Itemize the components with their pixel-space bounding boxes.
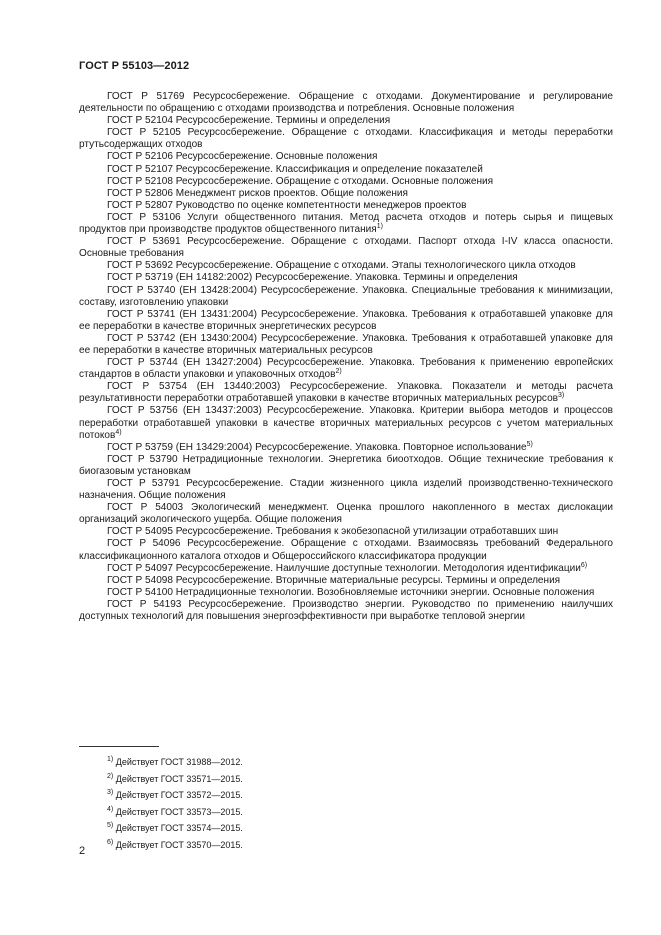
reference-text: ГОСТ Р 54193 Ресурсосбережение. Производство энергии. Руководство по применению наилучших доступных технологий для повышения энергоэффективности при выработке тепловой энергии (79, 598, 613, 623)
reference-item (79, 333, 613, 357)
footnote-text: Действует ГОСТ 33572—2015. (115, 790, 243, 801)
footnote (107, 754, 243, 771)
reference-item (79, 151, 613, 163)
footnote-mark: 5) (107, 822, 114, 830)
reference-item (79, 357, 613, 381)
document-title: ГОСТ Р 55103—2012 (79, 60, 190, 72)
reference-text: ГОСТ Р 53742 (ЕН 13430:2004) Ресурсосбережение. Упаковка. Требования к отработавшей упаковке для ее переработки в качестве вторичных материальных ресурсов (79, 332, 613, 356)
reference-text: ГОСТ Р 52807 Руководство по оценке компетентности менеджеров проектов (107, 199, 467, 211)
footnote-mark: 5) (526, 440, 533, 448)
reference-item (79, 212, 613, 236)
normative-references-list (79, 91, 613, 623)
reference-text: ГОСТ Р 53106 Услуги общественного питания. Метод расчета отходов и потерь сырья и пищевых продуктов при производстве продуктов общественного питания (79, 211, 613, 236)
reference-text: ГОСТ Р 52105 Ресурсосбережение. Обращение с отходами. Классификация и методы переработки ртутьсодержащих отходов (79, 127, 613, 151)
reference-text: ГОСТ Р 52104 Ресурсосбережение. Термины и определения (107, 115, 391, 127)
footnotes-list (107, 754, 243, 854)
footnote-mark: 1) (376, 223, 383, 231)
footnote-mark: 2) (335, 368, 342, 376)
reference-item (79, 200, 613, 212)
reference-item (79, 502, 613, 526)
reference-item (79, 454, 613, 478)
footnote (107, 787, 243, 804)
reference-text: ГОСТ Р 53741 (ЕН 13431:2004) Ресурсосбережение. Упаковка. Требования к отработавшей упаковке для ее переработки в качестве вторичных энергетических ресурсов (79, 308, 613, 332)
footnote-mark: 3) (558, 392, 565, 400)
reference-item (79, 405, 613, 441)
reference-text: ГОСТ Р 53744 (ЕН 13427:2004) Ресурсосбережение. Упаковка. Требования к применению европейских стандартов в области упаковки и упаковочных отходов (79, 357, 613, 381)
reference-item (79, 188, 613, 200)
reference-text: ГОСТ Р 53790 Нетрадиционные технологии. Энергетика биоотходов. Общие технические требования к биогазовым установкам (79, 453, 613, 477)
reference-text: ГОСТ Р 54003 Экологический менеджмент. Оценка прошлого накопленного в местах дислокации организаций экологического ущерба. Общие положения (79, 502, 613, 526)
reference-text: ГОСТ Р 52107 Ресурсосбережение. Классификация и определение показателей (107, 163, 483, 175)
reference-item (79, 115, 613, 127)
footnote-text: Действует ГОСТ 33571—2015. (115, 773, 243, 784)
reference-item (79, 260, 613, 272)
footnote-mark: 6) (107, 838, 114, 846)
reference-text: ГОСТ Р 52108 Ресурсосбережение. Обращение с отходами. Основные положения (107, 175, 494, 187)
reference-item (79, 478, 613, 502)
footnote-mark: 1) (107, 756, 114, 763)
reference-text: ГОСТ Р 51769 Ресурсосбережение. Обращение с отходами. Документирование и регулирование деятельности по обращению с отходами производства и потребления. Основные положения (79, 91, 613, 115)
reference-item (79, 563, 613, 575)
footnote-mark: 2) (107, 772, 114, 780)
footnote-text: Действует ГОСТ 33573—2015. (115, 806, 243, 817)
reference-text: ГОСТ Р 53791 Ресурсосбережение. Стадии жизненного цикла изделий производственно-технического назначения. Общие положения (79, 478, 613, 502)
reference-item (79, 575, 613, 587)
reference-item (79, 91, 613, 115)
reference-item (79, 236, 613, 260)
reference-item (79, 309, 613, 333)
reference-text: ГОСТ Р 54097 Ресурсосбережение. Наилучшие доступные технологии. Методология идентификации (107, 562, 581, 574)
reference-text: ГОСТ Р 53691 Ресурсосбережение. Обращение с отходами. Паспорт отхода I-IV класса опасности. Основные требования (79, 236, 613, 260)
footnote (107, 804, 243, 821)
footnote-text: Действует ГОСТ 31988—2012. (115, 757, 243, 767)
reference-text: ГОСТ Р 53740 (ЕН 13428:2004) Ресурсосбережение. Упаковка. Специальные требования к минимизации, составу, изготовлению упаковки (79, 284, 613, 308)
reference-item (79, 272, 613, 284)
reference-text: ГОСТ Р 54098 Ресурсосбережение. Вторичные материальные ресурсы. Термины и определения (107, 574, 561, 586)
footnote (107, 837, 243, 854)
reference-text: ГОСТ Р 52106 Ресурсосбережение. Основные положения (107, 151, 378, 163)
reference-item (79, 526, 613, 538)
footnote (107, 820, 243, 837)
footnote-text: Действует ГОСТ 33570—2015. (115, 839, 243, 850)
reference-item (79, 164, 613, 176)
reference-item (79, 285, 613, 309)
reference-text: ГОСТ Р 53756 (ЕН 13437:2003) Ресурсосбережение. Упаковка. Критерии выбора методов и процессов переработки отработавшей упаковки в качестве вторичных материальных ресурсов с учетом материальных потоков (79, 405, 613, 441)
reference-item (79, 381, 613, 405)
reference-text: ГОСТ Р 53719 (ЕН 14182:2002) Ресурсосбережение. Упаковка. Термины и определения (107, 272, 518, 284)
footnote-mark: 6) (580, 561, 588, 569)
reference-item (79, 538, 613, 562)
footnote-mark: 4) (107, 805, 114, 813)
reference-item (79, 127, 613, 151)
page-number: 2 (79, 845, 86, 857)
reference-text: ГОСТ Р 53692 Ресурсосбережение. Обращение с отходами. Этапы технологического цикла отходов (107, 260, 576, 272)
reference-text: ГОСТ Р 53754 (ЕН 13440:2003) Ресурсосбережение. Упаковка. Показатели и методы расчета результативности переработки отработавшей упаковки в качестве вторичных материальных ресурсов (79, 381, 613, 405)
reference-item (79, 176, 613, 188)
reference-item (79, 442, 613, 454)
footnote (107, 771, 243, 788)
reference-text: ГОСТ Р 54095 Ресурсосбережение. Требования к экобезопасной утилизации отработавших шин (107, 526, 559, 538)
footnote-divider (79, 746, 159, 747)
reference-text: ГОСТ Р 53759 (ЕН 13429:2004) Ресурсосбережение. Упаковка. Повторное использование (107, 441, 527, 453)
footnote-text: Действует ГОСТ 33574—2015. (115, 823, 243, 834)
footnote-mark: 3) (107, 789, 114, 797)
reference-item (79, 587, 613, 599)
footnote-mark: 4) (115, 428, 122, 436)
reference-text: ГОСТ Р 54100 Нетрадиционные технологии. Возобновляемые источники энергии. Основные положения (107, 586, 595, 598)
reference-text: ГОСТ Р 52806 Менеджмент рисков проектов. Общие положения (107, 187, 408, 199)
reference-text: ГОСТ Р 54096 Ресурсосбережение. Обращение с отходами. Взаимосвязь требований Федерального классификационного каталога отходов и Общероссийского классификатора продукции (79, 538, 613, 562)
reference-item (79, 599, 613, 623)
